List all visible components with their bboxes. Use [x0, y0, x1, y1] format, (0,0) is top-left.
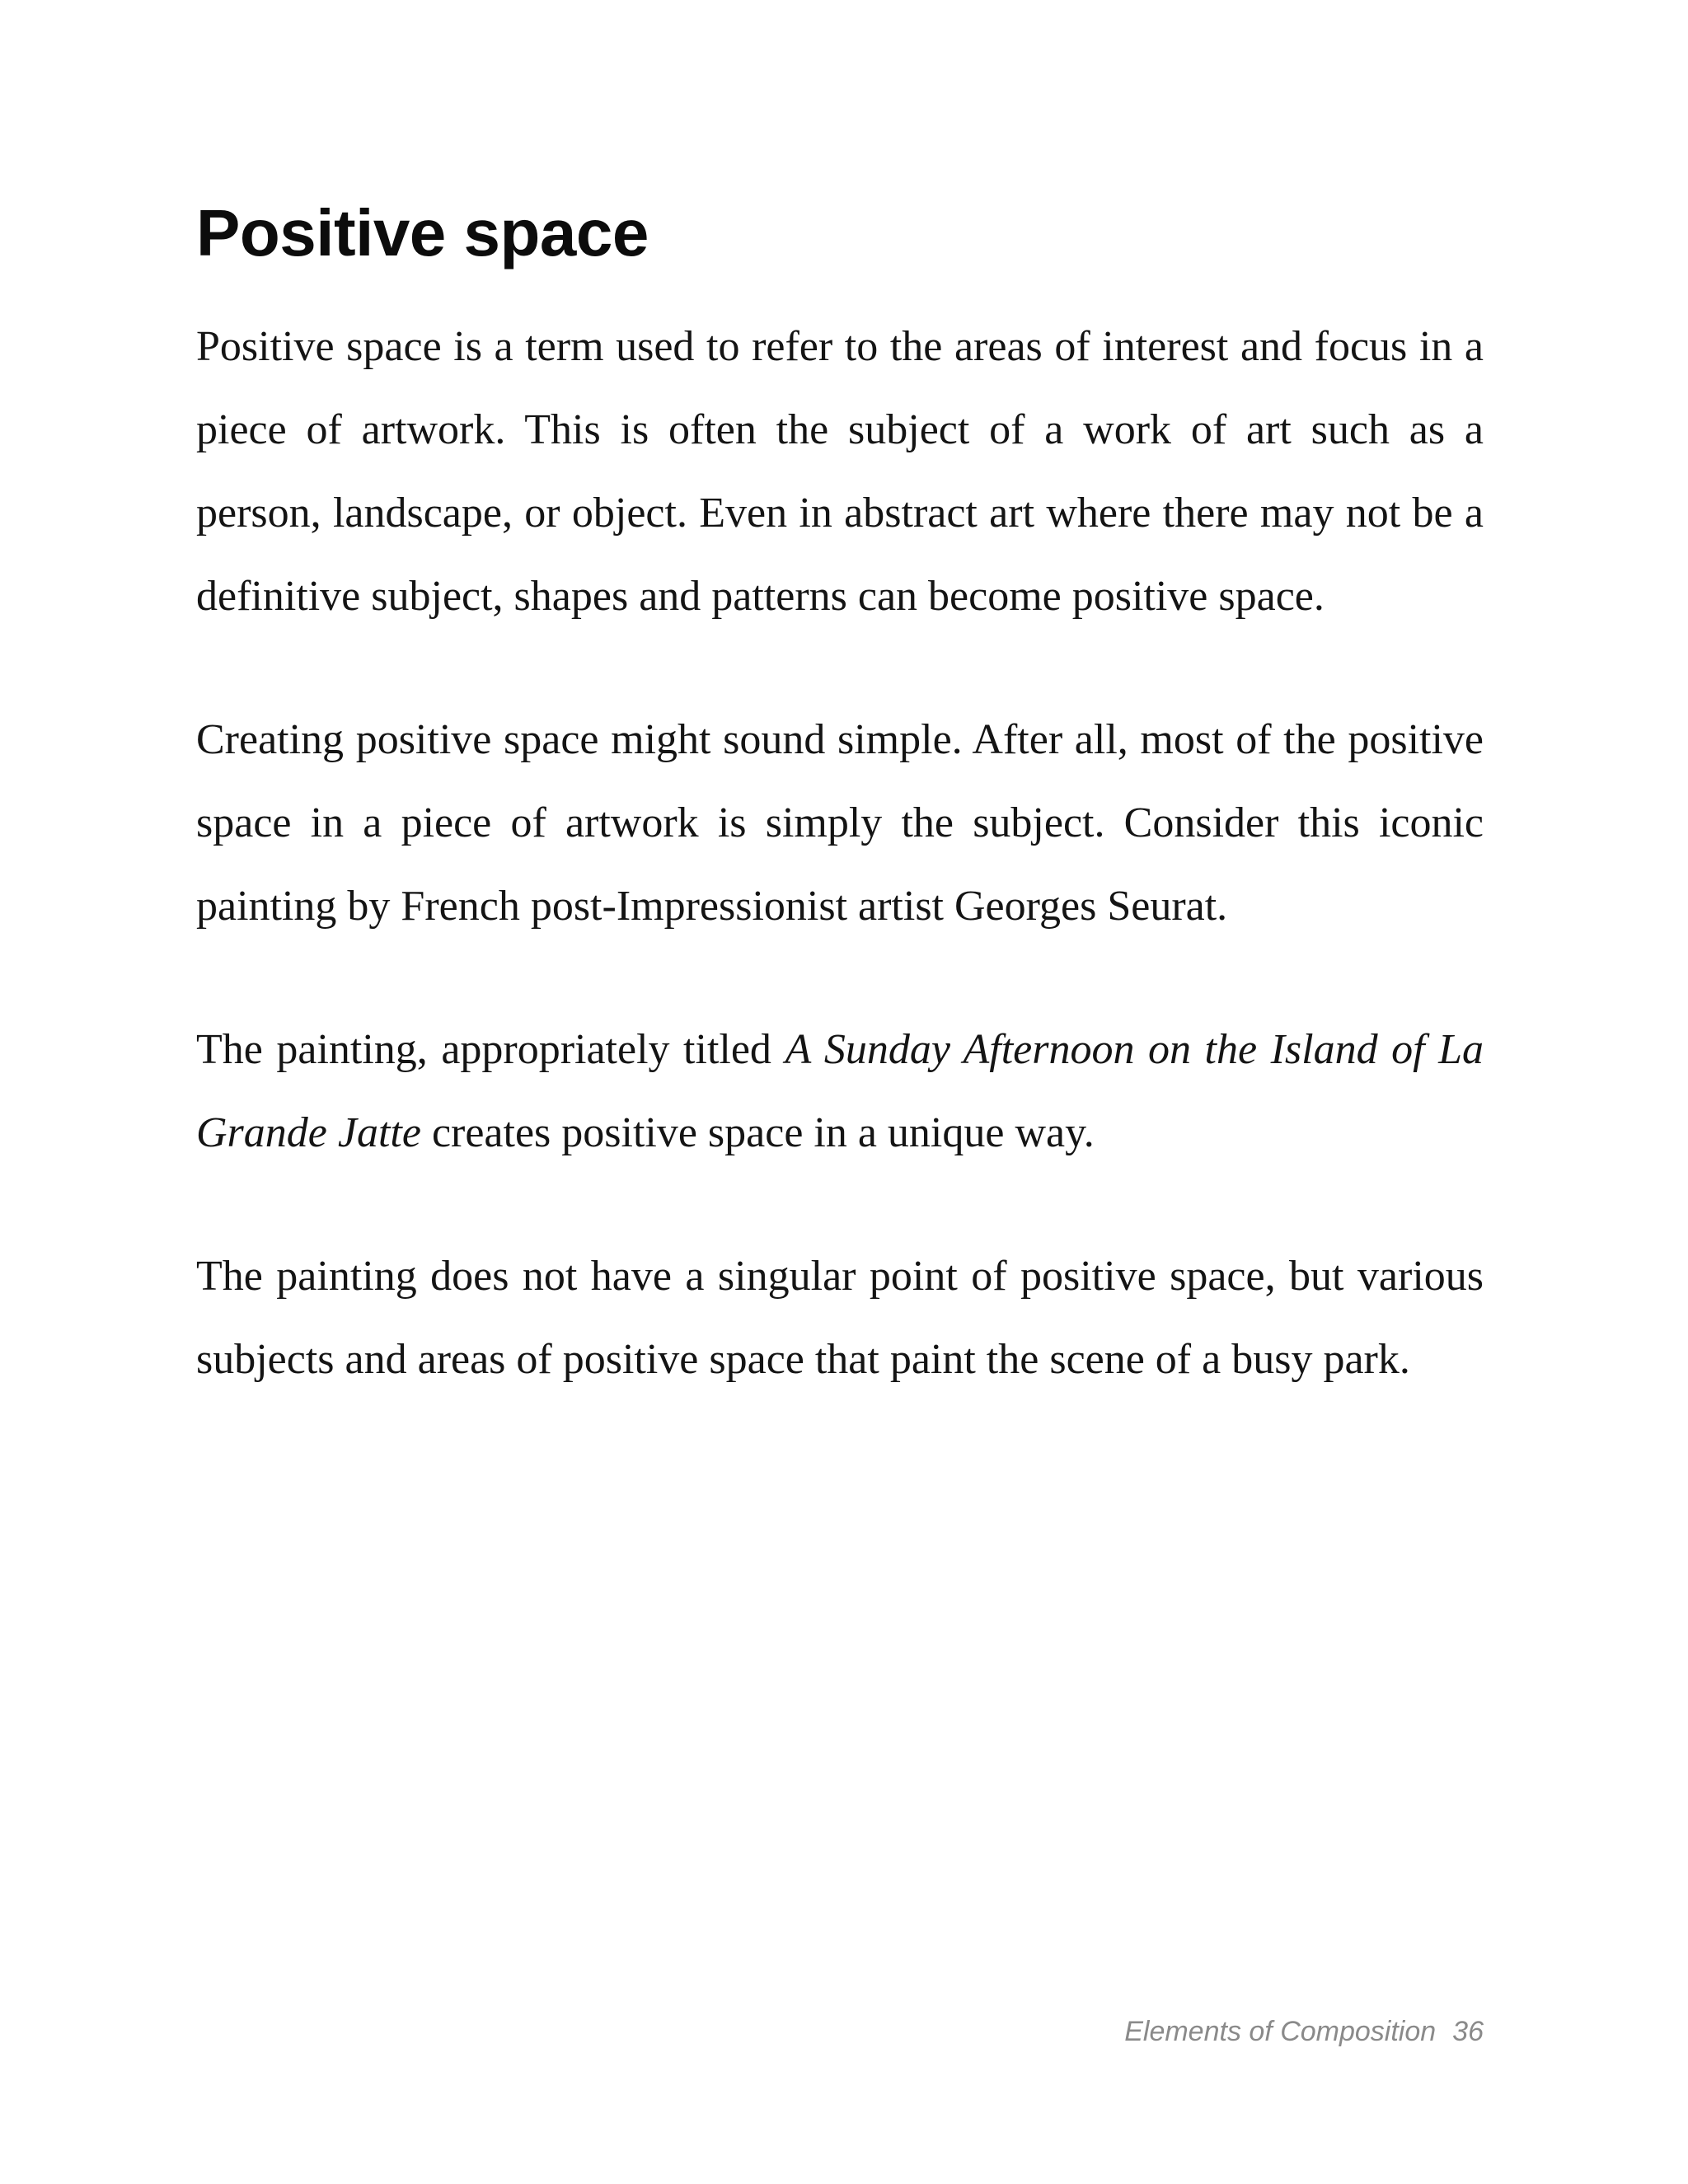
footer-page-number: 36 [1452, 2016, 1484, 2047]
page-footer [1124, 2013, 1484, 2050]
paragraph-painting-title [196, 1008, 1484, 1174]
paragraph-scene: The painting does not have a singular point of positive space, but various subjects and areas of positive space that paint the scene of a busy park. [196, 1253, 1484, 1383]
painting-title: A Sunday Afternoon on the Island of La Grande Jatte [196, 1026, 1484, 1156]
paragraph-definition: Positive space is a term used to refer to the areas of interest and focus in a piece of artwork. This is often the subject of a work of art such as a person, landscape, or object. Even in abstract art where there may not be a definitive subject, shapes and patterns can become positive space. [196, 323, 1484, 620]
page-content [196, 188, 1484, 1401]
paragraph-text-before: The painting, appropriately titled [196, 1026, 785, 1073]
paragraph-creating: Creating positive space might sound simple. After all, most of the positive space in a piece of artwork is simply the subject. Consider this iconic painting by French post-Impressionist artist Georges Seurat. [196, 716, 1484, 930]
page-title: Positive space [196, 196, 649, 269]
paragraph-text-after: creates positive space in a unique way. [420, 1109, 1095, 1156]
footer-book-title: Elements of Composition [1124, 2016, 1437, 2047]
